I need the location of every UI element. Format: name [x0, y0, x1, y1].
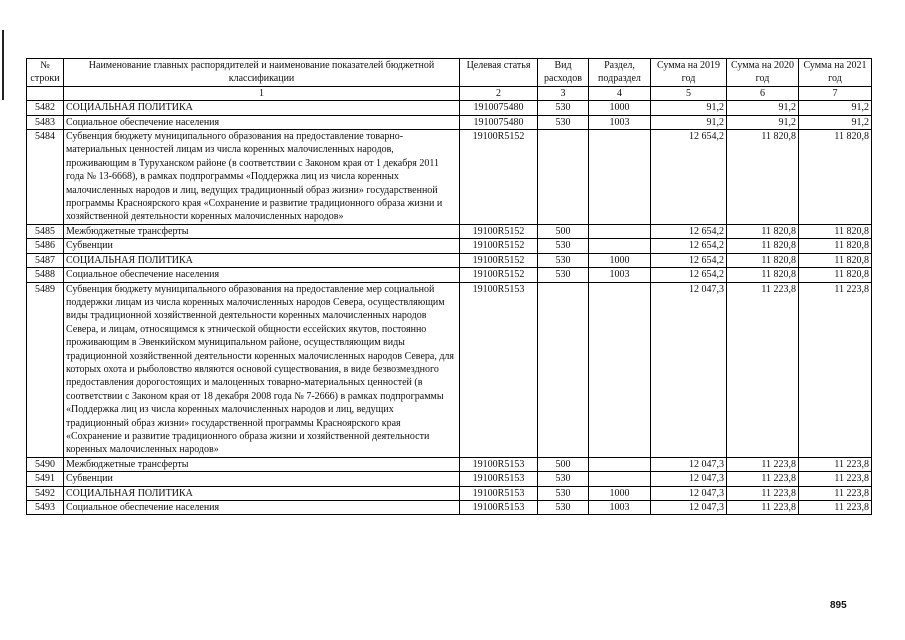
- sum-2021: 11 223,8: [799, 457, 872, 471]
- expense-kind: 530: [538, 472, 589, 486]
- column-number: 6: [727, 86, 799, 100]
- item-name: Субвенция бюджету муниципального образования на предоставление товарно-материальных ценностей лицам из числа коренных малочисленных народов, проживающим в Туруханском районе (в соответствии с Законом края от 1 декабря 2011 года № 13-6668), в рамках подпрограммы «Поддержка лиц из числа коренных малочисленных народов и лиц, ведущих традиционный образ жизни» государственной программы Красноярского края «Сохранение и развитие традиционного образа жизни и хозяйственной деятельности коренных малочисленных народов»: [64, 130, 460, 225]
- item-name: Социальное обеспечение населения: [64, 501, 460, 515]
- sum-2019: 12 047,3: [651, 457, 727, 471]
- column-number: [27, 86, 64, 100]
- scan-margin-line: [2, 30, 4, 100]
- column-number: 3: [538, 86, 589, 100]
- sum-2020: 11 223,8: [727, 457, 799, 471]
- sum-2021: 11 820,8: [799, 253, 872, 267]
- table-row: [27, 115, 872, 129]
- column-number: 4: [589, 86, 651, 100]
- section-code: 1000: [589, 253, 651, 267]
- sum-2020: 11 820,8: [727, 268, 799, 282]
- item-name: Субвенции: [64, 239, 460, 253]
- sum-2020: 11 820,8: [727, 253, 799, 267]
- header-target: Целевая статья: [460, 59, 538, 87]
- sum-2021: 11 223,8: [799, 486, 872, 500]
- table-row: [27, 457, 872, 471]
- target-article: 19100R5153: [460, 486, 538, 500]
- target-article: 19100R5152: [460, 253, 538, 267]
- section-code: 1000: [589, 101, 651, 115]
- section-code: [589, 472, 651, 486]
- target-article: 1910075480: [460, 115, 538, 129]
- sum-2019: 12 047,3: [651, 501, 727, 515]
- item-name: Субвенция бюджету муниципального образования на предоставление мер социальной поддержки лицам из числа коренных малочисленных народов Севера, осуществляющим виды традиционной хозяйственной деятельности коренных малочисленных народов Севера, и лицам, относящимся к этнической общности ессейских якутов, постоянно проживающим в Эвенкийском муниципальном районе, осуществляющим виды традиционной хозяйственной деятельности коренных малочисленных народов Севера, для которых охота и рыболовство являются основой существования, в виде безвозмездного предоставления дорогостоящих и малоценных товарно-материальных ценностей (в соответствии с Законом края от 18 декабря 2008 года № 7-2666) в рамках подпрограммы «Поддержка лиц из числа коренных малочисленных народов и лиц, ведущих традиционный образ жизни» государственной программы Красноярского края «Сохранение и развитие традиционного образа жизни и хозяйственной деятельности коренных малочисленных народов»: [64, 282, 460, 457]
- header-sum-2020: Сумма на 2020 год: [727, 59, 799, 87]
- table-row: [27, 253, 872, 267]
- budget-table: [26, 58, 872, 515]
- section-code: [589, 282, 651, 457]
- row-number: 5483: [27, 115, 64, 129]
- column-number: 2: [460, 86, 538, 100]
- table-row: [27, 268, 872, 282]
- sum-2021: 91,2: [799, 115, 872, 129]
- item-name: Межбюджетные трансферты: [64, 224, 460, 238]
- target-article: 1910075480: [460, 101, 538, 115]
- sum-2019: 12 654,2: [651, 224, 727, 238]
- sum-2020: 11 820,8: [727, 130, 799, 225]
- target-article: 19100R5152: [460, 224, 538, 238]
- sum-2020: 91,2: [727, 101, 799, 115]
- header-name: Наименование главных распорядителей и наименование показателей бюджетной классификации: [64, 59, 460, 87]
- row-number: 5484: [27, 130, 64, 225]
- target-article: 19100R5153: [460, 282, 538, 457]
- expense-kind: 530: [538, 239, 589, 253]
- column-number-row: [27, 86, 872, 100]
- target-article: 19100R5153: [460, 457, 538, 471]
- sum-2019: 91,2: [651, 115, 727, 129]
- expense-kind: 530: [538, 101, 589, 115]
- sum-2019: 12 047,3: [651, 282, 727, 457]
- item-name: СОЦИАЛЬНАЯ ПОЛИТИКА: [64, 253, 460, 267]
- row-number: 5482: [27, 101, 64, 115]
- table-row: [27, 501, 872, 515]
- sum-2019: 12 654,2: [651, 253, 727, 267]
- item-name: Межбюджетные трансферты: [64, 457, 460, 471]
- section-code: [589, 130, 651, 225]
- section-code: 1003: [589, 501, 651, 515]
- expense-kind: [538, 282, 589, 457]
- target-article: 19100R5153: [460, 472, 538, 486]
- sum-2020: 11 223,8: [727, 501, 799, 515]
- expense-kind: 530: [538, 253, 589, 267]
- sum-2019: 91,2: [651, 101, 727, 115]
- item-name: Социальное обеспечение населения: [64, 268, 460, 282]
- table-row: [27, 101, 872, 115]
- column-number: 1: [64, 86, 460, 100]
- section-code: [589, 224, 651, 238]
- section-code: [589, 457, 651, 471]
- sum-2019: 12 654,2: [651, 268, 727, 282]
- table-row: [27, 472, 872, 486]
- sum-2021: 11 223,8: [799, 472, 872, 486]
- expense-kind: 530: [538, 501, 589, 515]
- header-sum-2019: Сумма на 2019 год: [651, 59, 727, 87]
- table-header-row: [27, 59, 872, 87]
- column-number: 5: [651, 86, 727, 100]
- section-code: 1003: [589, 115, 651, 129]
- row-number: 5486: [27, 239, 64, 253]
- sum-2021: 11 223,8: [799, 501, 872, 515]
- sum-2021: 11 820,8: [799, 239, 872, 253]
- target-article: 19100R5152: [460, 130, 538, 225]
- expense-kind: 500: [538, 224, 589, 238]
- table-row: [27, 239, 872, 253]
- sum-2020: 11 820,8: [727, 239, 799, 253]
- table-row: [27, 130, 872, 225]
- expense-kind: [538, 130, 589, 225]
- sum-2021: 11 820,8: [799, 130, 872, 225]
- header-kind: Вид расходов: [538, 59, 589, 87]
- sum-2021: 91,2: [799, 101, 872, 115]
- section-code: 1003: [589, 268, 651, 282]
- table-row: [27, 486, 872, 500]
- expense-kind: 530: [538, 115, 589, 129]
- target-article: 19100R5152: [460, 239, 538, 253]
- sum-2019: 12 654,2: [651, 130, 727, 225]
- target-article: 19100R5152: [460, 268, 538, 282]
- item-name: Социальное обеспечение населения: [64, 115, 460, 129]
- sum-2021: 11 820,8: [799, 224, 872, 238]
- row-number: 5485: [27, 224, 64, 238]
- table-row: [27, 282, 872, 457]
- target-article: 19100R5153: [460, 501, 538, 515]
- sum-2019: 12 047,3: [651, 486, 727, 500]
- sum-2020: 11 223,8: [727, 472, 799, 486]
- row-number: 5489: [27, 282, 64, 457]
- item-name: СОЦИАЛЬНАЯ ПОЛИТИКА: [64, 486, 460, 500]
- expense-kind: 530: [538, 268, 589, 282]
- table-row: [27, 224, 872, 238]
- item-name: СОЦИАЛЬНАЯ ПОЛИТИКА: [64, 101, 460, 115]
- sum-2019: 12 047,3: [651, 472, 727, 486]
- sum-2020: 11 820,8: [727, 224, 799, 238]
- expense-kind: 500: [538, 457, 589, 471]
- section-code: 1000: [589, 486, 651, 500]
- sum-2019: 12 654,2: [651, 239, 727, 253]
- row-number: 5492: [27, 486, 64, 500]
- row-number: 5490: [27, 457, 64, 471]
- sum-2021: 11 820,8: [799, 268, 872, 282]
- sum-2020: 11 223,8: [727, 486, 799, 500]
- sum-2021: 11 223,8: [799, 282, 872, 457]
- sum-2020: 11 223,8: [727, 282, 799, 457]
- header-sum-2021: Сумма на 2021 год: [799, 59, 872, 87]
- expense-kind: 530: [538, 486, 589, 500]
- row-number: 5487: [27, 253, 64, 267]
- row-number: 5493: [27, 501, 64, 515]
- row-number: 5488: [27, 268, 64, 282]
- section-code: [589, 239, 651, 253]
- header-section: Раздел, подраздел: [589, 59, 651, 87]
- item-name: Субвенции: [64, 472, 460, 486]
- header-row-number: № строки: [27, 59, 64, 87]
- sum-2020: 91,2: [727, 115, 799, 129]
- page-number: 895: [830, 600, 847, 611]
- row-number: 5491: [27, 472, 64, 486]
- column-number: 7: [799, 86, 872, 100]
